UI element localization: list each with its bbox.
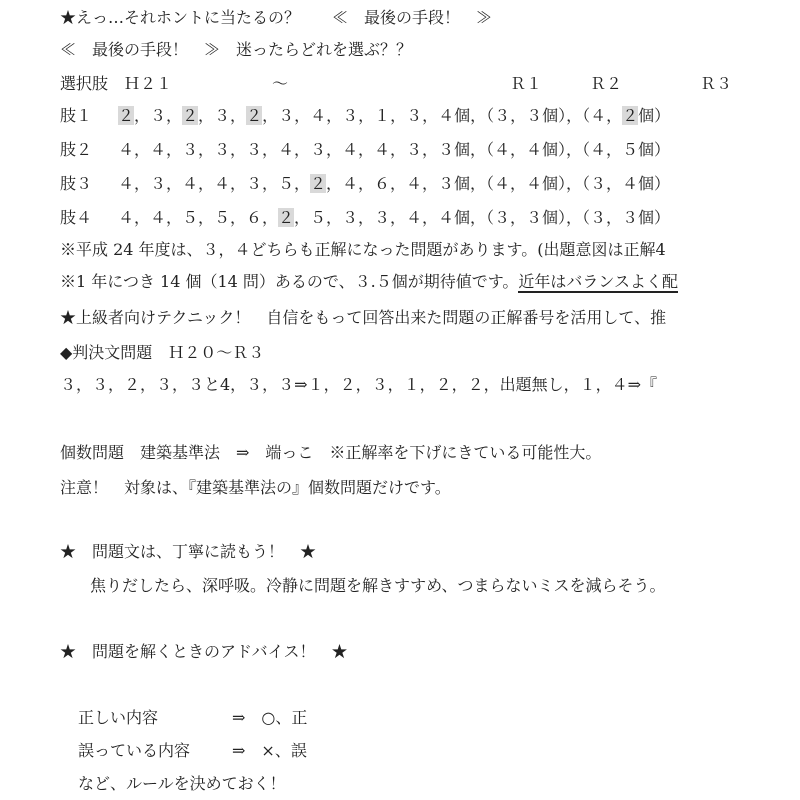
advice-heading: ★ 問題を解くときのアドバイス！ ★ [60,642,348,661]
answer-text: ４，４，５，５，６， [118,208,279,227]
answer-text: ，５，３，３，４，４個，（３，３個），（３，３個） [294,208,671,227]
note-h24: ※平成 24 年度は、３，４どちらも正解になった問題があります。(出題意図は正解4 [60,240,666,259]
answer-text: ，４，６，４，３個，（４，４個），（３，４個） [326,174,671,193]
count-problem: 個数問題 建築基準法 ⇒ 端っこ ※正解率を下げにきている可能性大。 [60,443,602,462]
answer-text: ，３， [198,106,247,125]
advice-wrong-mark: ⇒ ×、誤 [232,741,307,760]
table-row [60,106,670,126]
note-expected-value [60,272,678,292]
highlighted-answer: ２ [118,106,135,125]
table-header-r3: Ｒ３ [700,74,733,93]
judgment-sequence: ３，３，２，３，３と4，３，３⇒１，２，３，１，２，２，出題無し，１，４⇒『 [60,375,657,394]
highlighted-answer: ２ [278,208,295,227]
highlighted-answer: ２ [246,106,263,125]
table-header-tilde: ～ [272,74,289,93]
row-label: 肢１ [60,106,93,125]
answer-text: ，３， [134,106,183,125]
highlighted-answer: ２ [622,106,639,125]
row-label: 肢４ [60,208,93,227]
caution-note: 注意！ 対象は、『建築基準法の』個数問題だけです。 [60,478,451,497]
note-expected-text: ※1 年につき 14 個（14 問）あるので、３.５個が期待値です。 [60,272,519,291]
advanced-technique: ★上級者向けテクニック！ 自信をもって回答出来た問題の正解番号を活用して、推 [60,308,667,327]
answer-text: 個） [638,106,671,125]
row-label: 肢２ [60,140,93,159]
judgment-heading: ◆判決文問題 Ｈ２０～Ｒ３ [60,343,265,362]
read-carefully-heading: ★ 問題文は、丁寧に読もう！ ★ [60,542,317,561]
row-label: 肢３ [60,174,93,193]
advice-rule: など、ルールを決めておく！ [78,774,286,793]
advice-wrong-label: 誤っている内容 [78,741,191,760]
table-header-r1: Ｒ１ [510,74,543,93]
table-row [60,208,670,228]
answer-text: ，３，４，３，１，３，４個，（３，３個），（４， [262,106,623,125]
heading-last-resort: ★えっ…それホントに当たるの？ ≪ 最後の手段！ ≫ [60,8,493,27]
table-row [60,174,670,194]
advice-correct-mark: ⇒ ○、正 [232,708,308,727]
highlighted-answer: ２ [182,106,199,125]
table-header-label: 選択肢 Ｈ２１ [60,74,173,93]
read-carefully-body: 焦りだしたら、深呼吸。冷静に問題を解きすすめ、つまらないミスを減らそう。 [90,576,666,595]
table-header-r2: Ｒ２ [590,74,623,93]
answer-text: ４，３，４，４，３，５， [118,174,311,193]
note-recent-years: 近年はバランスよく配 [518,272,678,291]
advice-correct-label: 正しい内容 [78,708,159,727]
answer-text: ４，４，３，３，３，４，３，４，４，３，３個，（４，４個），（４，５個） [118,140,671,159]
table-row [60,140,670,160]
highlighted-answer: ２ [310,174,327,193]
heading-which-to-choose: ≪ 最後の手段！ ≫ 迷ったらどれを選ぶ？？ [60,40,413,59]
